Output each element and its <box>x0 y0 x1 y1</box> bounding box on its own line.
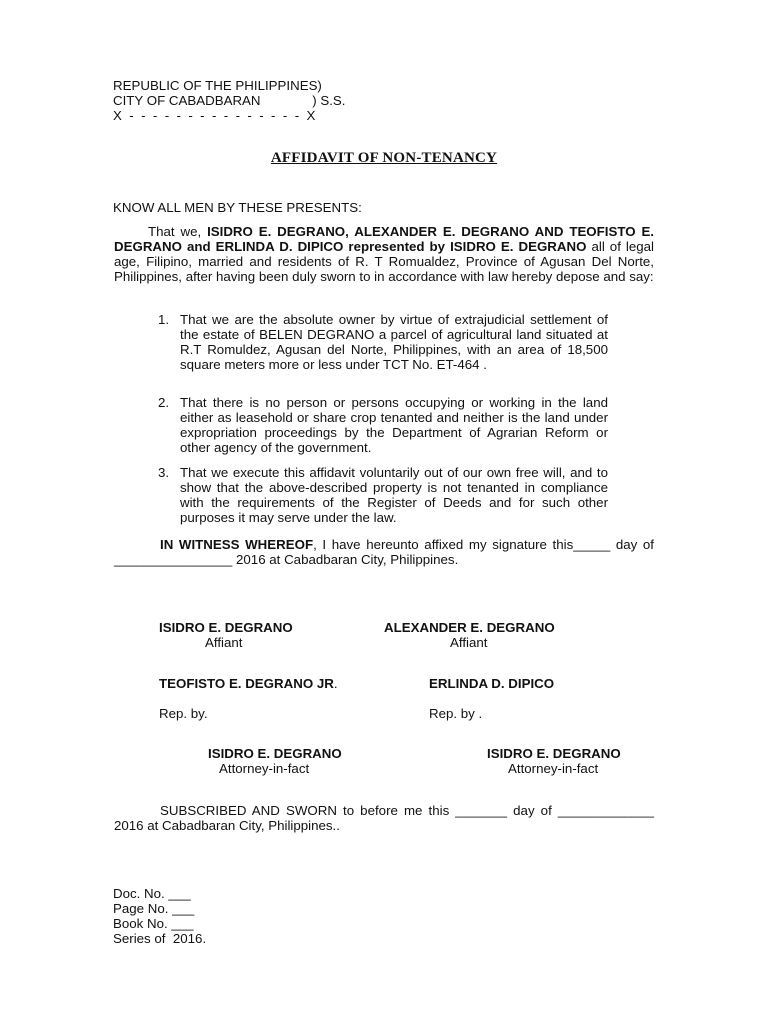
list-number: 2. <box>158 395 170 410</box>
header-city: CITY OF CABADBARAN ) S.S. <box>113 93 346 108</box>
signer-role: Affiant <box>450 635 488 650</box>
document-title: AFFIDAVIT OF NON-TENANCY <box>270 150 498 166</box>
attorney-name: ISIDRO E. DEGRANO <box>208 746 342 761</box>
witness-paragraph: IN WITNESS WHEREOF, I have hereunto affixed my signature this_____ day of ________________ 2016 at Cabadbaran City, Philippines. <box>114 537 654 567</box>
signer-role: Affiant <box>205 635 243 650</box>
signer-name: ISIDRO E. DEGRANO <box>159 620 293 635</box>
list-number: 3. <box>158 465 170 480</box>
page-no: Page No. ___ <box>113 901 195 916</box>
opening-paragraph: That we, ISIDRO E. DEGRANO, ALEXANDER E. DEGRANO AND TEOFISTO E. DEGRANO and ERLINDA D. DIPICO represented by ISIDRO E. DEGRANO all of legal age, Filipino, married and residents of R. T Romualdez, Province of Agusan Del Norte, Philippines, after having been duly sworn to in accordance with law hereby depose and say: <box>114 224 655 284</box>
attorney-role: Attorney-in-fact <box>508 761 599 776</box>
signer-name: ALEXANDER E. DEGRANO <box>384 620 555 635</box>
book-no: Book No. ___ <box>113 916 194 931</box>
doc-no: Doc. No. ___ <box>113 886 191 901</box>
list-text: That we execute this affidavit voluntarily out of our own free will, and to show that the above-described property is not tenanted in compliance with the requirements of the Register of Deeds and for such other purposes it may serve under the law. <box>180 465 608 525</box>
rep-by-label: Rep. by . <box>429 706 483 721</box>
jurat-paragraph: SUBSCRIBED AND SWORN to before me this _______ day of _____________ 2016 at Cabadbaran City, Philippines.. <box>114 803 654 833</box>
signer-name: TEOFISTO E. DEGRANO JR. <box>159 676 338 691</box>
list-text: That we are the absolute owner by virtue of extrajudicial settlement of the estate of BELEN DEGRANO a parcel of agricultural land situated at R.T Romuldez, Agusan del Norte, Philippines, with an area of 18,500 square meters more or less under TCT No. ET-464 . <box>180 312 608 372</box>
list-number: 1. <box>158 312 170 327</box>
know-all-men: KNOW ALL MEN BY THESE PRESENTS: <box>113 200 362 215</box>
attorney-role: Attorney-in-fact <box>219 761 310 776</box>
header-separator: X - - - - - - - - - - - - - - - X <box>113 108 316 123</box>
attorney-name: ISIDRO E. DEGRANO <box>487 746 621 761</box>
rep-by-label: Rep. by. <box>159 706 208 721</box>
signer-name: ERLINDA D. DIPICO <box>429 676 555 691</box>
list-text: That there is no person or persons occupying or working in the land either as leasehold or share crop tenanted and neither is the land under expropriation proceedings by the Department of Agrarian Reform or other agency of the government. <box>180 395 608 455</box>
header-republic: REPUBLIC OF THE PHILIPPINES) <box>113 78 322 93</box>
series-of: Series of 2016. <box>113 931 207 946</box>
